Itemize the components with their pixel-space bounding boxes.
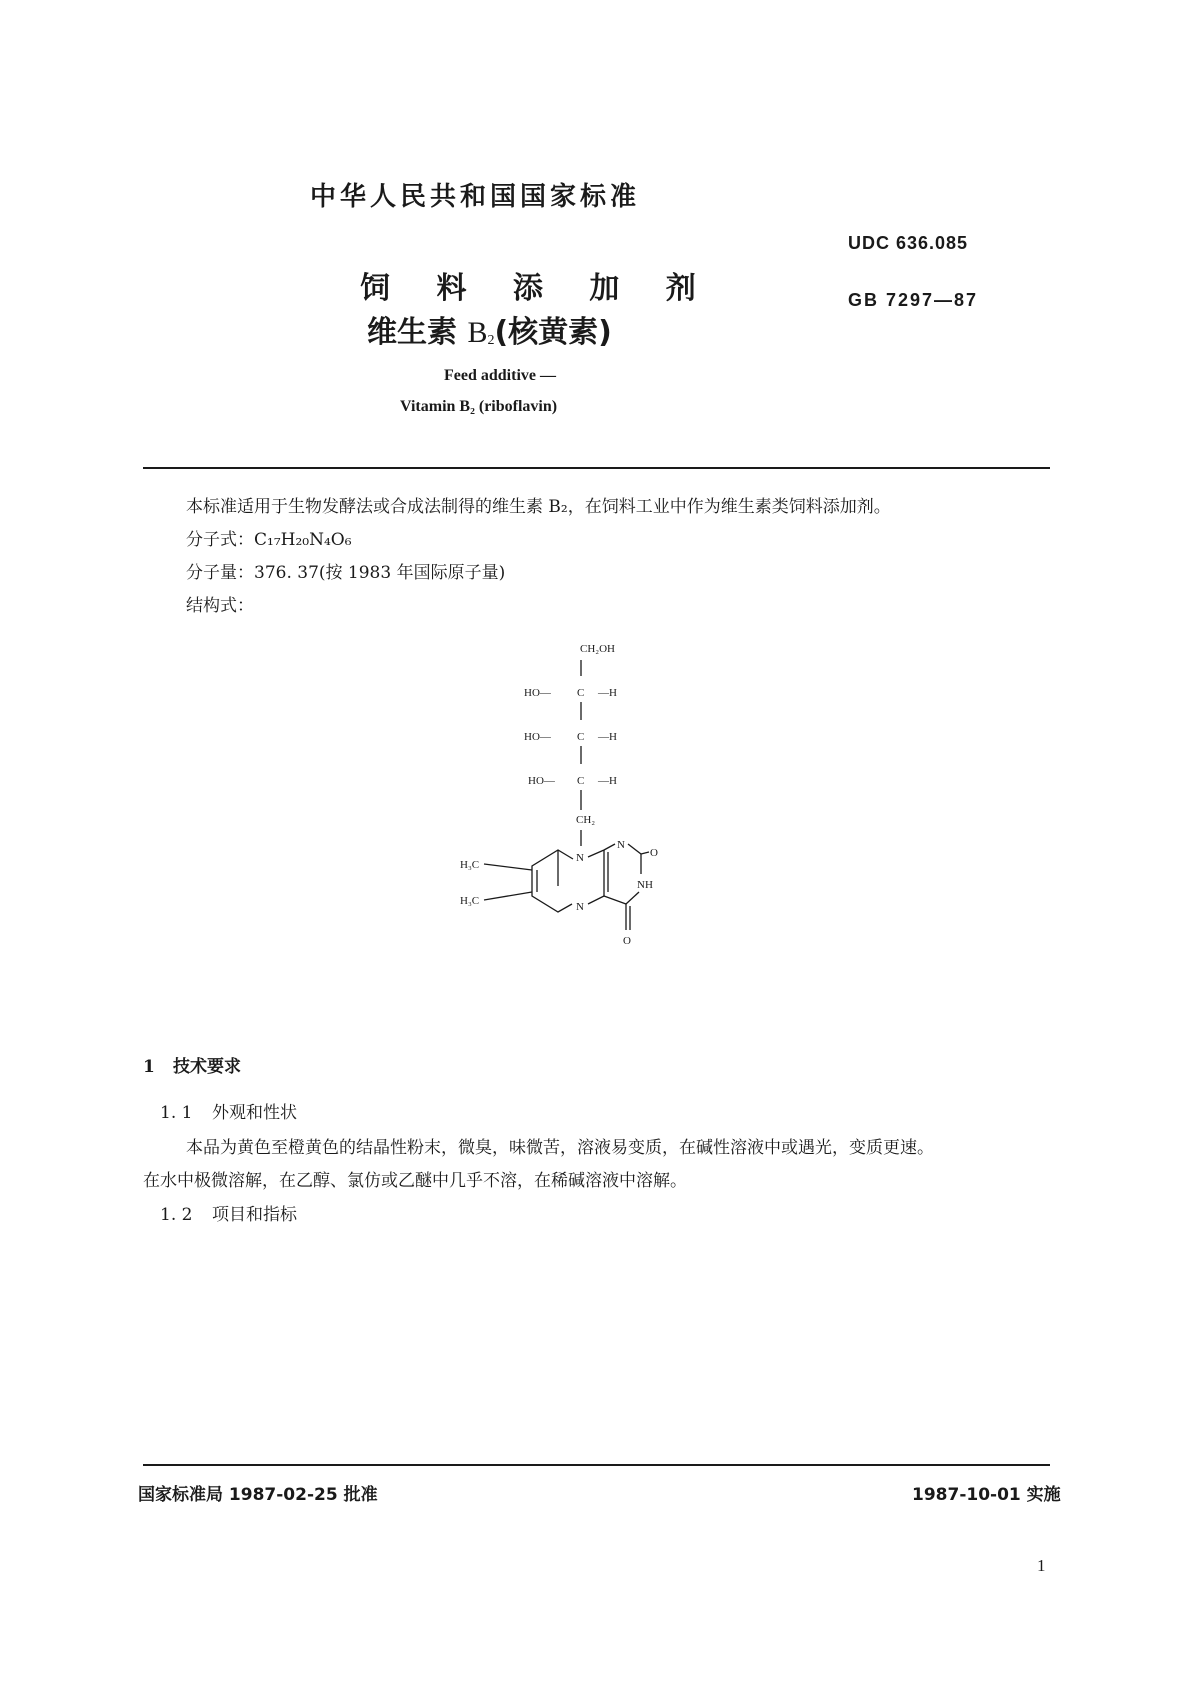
section-1-title: 技术要求 (173, 1057, 241, 1077)
ho-label-3: HO— (528, 775, 555, 787)
carbonyl-top-bond (641, 852, 649, 854)
gb-code: GB 7297—87 (848, 290, 979, 310)
section-1-number: 1 (143, 1057, 155, 1077)
bond-n-c4a (588, 850, 604, 857)
carbon-label-2: C (577, 731, 585, 743)
section-1-heading (143, 1052, 241, 1077)
english-title-line-1: Feed additive — (444, 367, 556, 384)
carbon-label-3: C (577, 775, 585, 787)
subsection-1-1-heading (160, 1098, 297, 1123)
ho-label-2: HO— (524, 731, 551, 743)
subsection-1-2-heading (160, 1200, 297, 1225)
molecular-weight: 分子量：376. 37(按 1983 年国际原子量) (186, 563, 506, 583)
page-number: 1 (1037, 1556, 1046, 1575)
footer-divider (143, 1464, 1050, 1466)
appearance-paragraph-line-2: 在水中极微溶解，在乙醇、氯仿或乙醚中几乎不溶，在稀碱溶液中溶解。 (143, 1171, 687, 1191)
bond-to-imine (604, 844, 615, 850)
bond-nh-carbonyl (626, 892, 639, 904)
subsection-1-1-number: 1. 1 (160, 1103, 193, 1123)
ho-label-1: HO— (524, 687, 551, 699)
methyl-bond-1 (484, 864, 532, 870)
scope-paragraph: 本标准适用于生物发酵法或合成法制得的维生素 B₂，在饲料工业中作为维生素类饲料添加剂。 (186, 497, 891, 517)
methyl-bond-2 (484, 892, 532, 900)
title-line-2-b: B (467, 316, 488, 349)
o-top-label: O (650, 847, 658, 859)
bond-ring-carbonyl (604, 896, 626, 904)
subsection-1-2-number: 1. 2 (160, 1205, 193, 1225)
methyl-label-1: H₃C (460, 859, 480, 871)
appearance-paragraph-line-1: 本品为黄色至橙黄色的结晶性粉末，微臭，味微苦，溶液易变质，在碱性溶液中或遇光，变质更速。 (186, 1138, 934, 1158)
o-bottom-label: O (623, 935, 631, 947)
bond-n-c10a (588, 896, 604, 904)
approval-note: 国家标准局 1987-02-25 批准 (138, 1485, 378, 1505)
n-bottom-label: N (576, 901, 584, 913)
subsection-1-2-title: 项目和指标 (212, 1205, 297, 1225)
title-line-1: 饲 料 添 加 剂 (360, 271, 714, 306)
n-top-label: N (576, 852, 584, 864)
riboflavin-structure-diagram (460, 630, 720, 990)
national-standard-heading: 中华人民共和国国家标准 (310, 182, 641, 212)
udc-code: UDC 636.085 (848, 233, 969, 253)
methyl-label-2: H₃C (460, 895, 480, 907)
h-label-2: —H (598, 731, 617, 743)
bond-imine-carbonyl (628, 844, 641, 854)
n-imine-label: N (617, 839, 625, 851)
h-label-1: —H (598, 687, 617, 699)
subsection-1-1-title: 外观和性状 (212, 1103, 297, 1123)
title-line-2-prefix: 维生素 (367, 315, 468, 350)
nh-label: NH (637, 879, 653, 891)
molecular-formula: 分子式：C₁₇H₂₀N₄O₆ (186, 530, 352, 550)
title-line-2-subscript: 2 (487, 333, 495, 348)
title-line-2-suffix: (核黄素) (494, 315, 612, 350)
carbon-label-1: C (577, 687, 585, 699)
english-title-line-2: Vitamin B₂ (riboflavin) (400, 398, 558, 415)
header-divider (143, 467, 1050, 469)
structure-label: 结构式： (186, 596, 254, 616)
effective-date-note: 1987-10-01 实施 (912, 1485, 1061, 1505)
benzene-ring (532, 850, 573, 912)
ch2oh-label: CH₂OH (580, 643, 616, 655)
ch2-label: CH₂ (576, 814, 596, 826)
h-label-3: —H (598, 775, 617, 787)
title-line-2 (367, 307, 612, 351)
